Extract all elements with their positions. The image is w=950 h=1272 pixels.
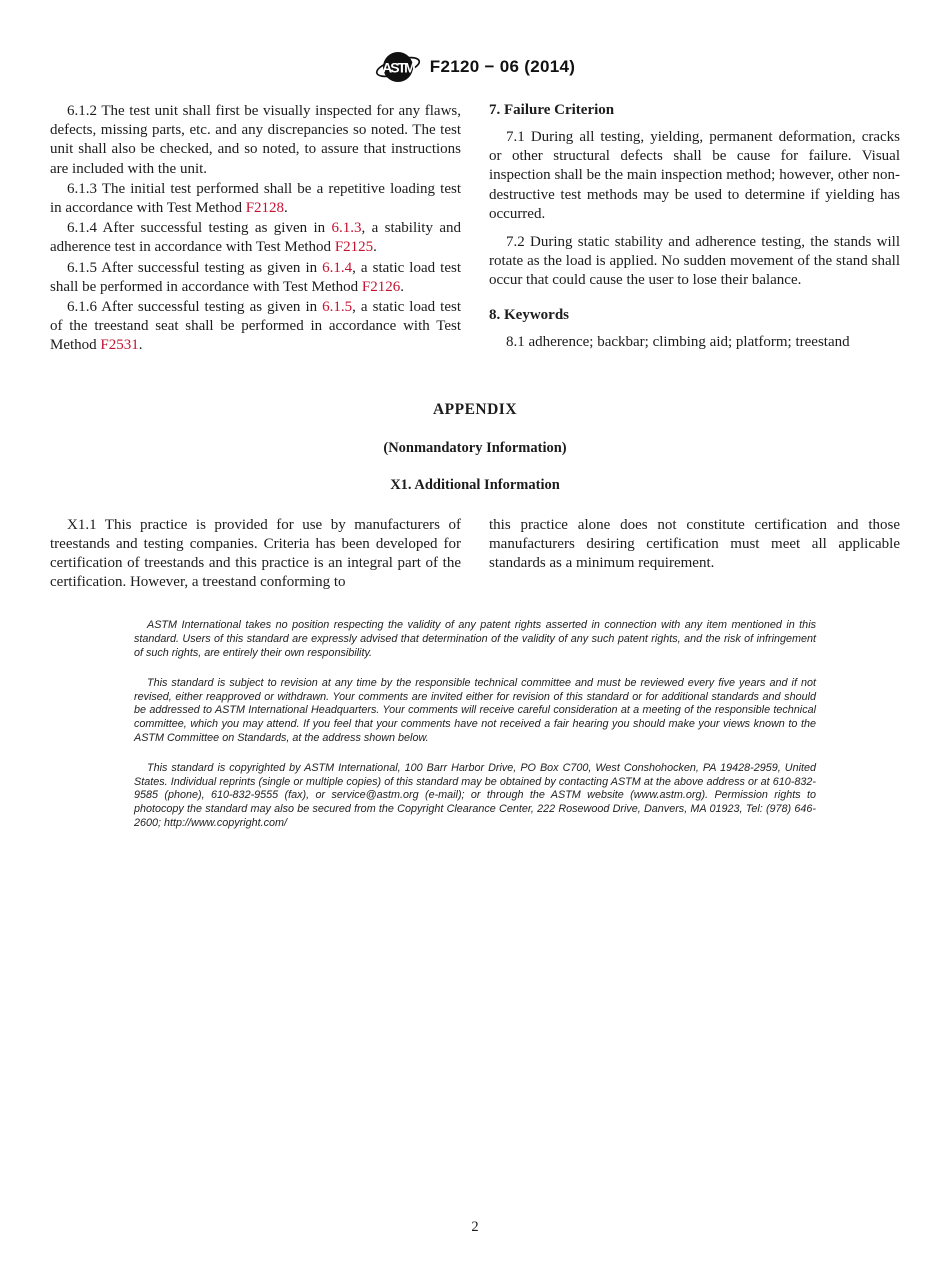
- page-header: [0, 0, 950, 88]
- paragraph-7-2: 7.2 During static stability and adherence testing, the stands will rotate as the load is applied. No sudden movement of the stand shall occur that could cause the user to lose their balance.: [489, 234, 900, 289]
- text-segment: 6.1.2 The test unit shall first be visually inspected for any flaws, defects, missing parts, etc. and any discrepancies so noted. The test unit shall also be checked, and so noted, to assure that instructions are included with the unit.: [50, 103, 461, 177]
- text-segment: .: [284, 200, 288, 217]
- section-8-heading: 8. Keywords: [489, 306, 569, 323]
- left-column: [50, 102, 461, 357]
- appendix-section: [0, 401, 950, 594]
- astm-logo-icon: [375, 46, 421, 88]
- text-segment: .: [373, 239, 377, 256]
- standard-designation: F2120 − 06 (2014): [429, 57, 576, 76]
- cross-reference-link[interactable]: F2125: [334, 239, 374, 256]
- page-number: 2: [471, 1219, 479, 1235]
- appendix-left-column: [50, 516, 461, 594]
- paragraph-6-1-5: [50, 259, 461, 297]
- cross-reference-link[interactable]: 6.1.4: [322, 259, 353, 276]
- patent-notice: ASTM International takes no position respecting the validity of any patent rights asserted in connection with any item mentioned in this standard. Users of this standard are expressly advised that determination of the validity of any such patent rights, and the risk of infringement of such rights, are entirely their own responsibility.: [134, 619, 816, 659]
- appendix-right-column: [489, 516, 900, 594]
- paragraph-x1-1-left: X1.1 This practice is provided for use by manufacturers of treestands and testing companies. Criteria has been developed for certification of treestands and this practice is an integral part of the certification. However, a treestand conforming to: [50, 516, 461, 591]
- paragraph-6-1-2: [50, 102, 461, 179]
- cross-reference-link[interactable]: 6.1.3: [331, 220, 362, 237]
- section-7-heading: 7. Failure Criterion: [489, 102, 615, 118]
- text-segment: .: [138, 337, 143, 354]
- text-segment: 6.1.5 After successful testing as given in: [67, 259, 323, 276]
- text-segment: , a static load test of the treestand seat shall be performed in accordance with Test Method: [50, 299, 461, 354]
- text-segment: , a stability and adherence test in accordance with Test Method: [50, 220, 461, 256]
- appendix-section-title: X1. Additional Information: [390, 476, 560, 493]
- cross-reference-link[interactable]: F2128: [245, 200, 285, 217]
- text-segment: 6.1.3 The initial test performed shall be a repetitive loading test in accordance with Test Method: [50, 180, 461, 217]
- appendix-title: APPENDIX: [432, 400, 518, 418]
- appendix-columns: [50, 516, 900, 594]
- svg-text:ASTM: ASTM: [381, 59, 414, 76]
- right-column: [489, 102, 900, 357]
- legal-notices: [134, 619, 816, 830]
- appendix-subtitle: (Nonmandatory Information): [383, 439, 567, 456]
- revision-notice: This standard is subject to revision at any time by the responsible technical committee and must be reviewed every five years and if not revised, either reapproved or withdrawn. Your comments are invited either for revision of this standard or for additional standards and should be addressed to ASTM International Headquarters. Your comments will receive careful consideration at a meeting of the responsible technical committee, which you may attend. If you feel that your comments have not received a fair hearing you should make your views known to the ASTM Committee on Standards, at the address shown below.: [134, 677, 816, 744]
- paragraph-7-1: 7.1 During all testing, yielding, permanent deformation, cracks or other structural defects shall be cause for failure. Visual inspection shall be the main inspection method; however, other non-destructive test methods may be used to determine if yielding has occurred.: [489, 129, 900, 222]
- copyright-notice: This standard is copyrighted by ASTM International, 100 Barr Harbor Drive, PO Box C700, West Conshohocken, PA 19428-2959, United States. Individual reprints (single or multiple copies) of this standard may be obtained by contacting ASTM at the above address or at 610-832-9585 (phone), 610-832-9555 (fax), or service@astm.org (e-mail); or through the ASTM website (www.astm.org). Permission rights to photocopy the standard may also be secured from the Copyright Clearance Center, 222 Rosewood Drive, Danvers, MA 01923, Tel: (978) 646-2600; http://www.copyright.com/: [134, 762, 816, 829]
- paragraph-6-1-3: [50, 180, 461, 218]
- paragraph-6-1-4: [50, 219, 461, 257]
- text-segment: 6.1.4 After successful testing as given in: [67, 220, 332, 237]
- text-segment: , a static load test shall be performed in accordance with Test Method: [50, 259, 461, 295]
- text-segment: 6.1.6 After successful testing as given in: [67, 299, 323, 316]
- paragraph-6-1-6: [50, 298, 461, 356]
- text-segment: .: [400, 278, 404, 295]
- paragraph-8-1: 8.1 adherence; backbar; climbing aid; platform; treestand: [506, 333, 850, 350]
- paragraph-x1-1-right: this practice alone does not constitute certification and those manufacturers desiring certification must meet all applicable standards as a minimum requirement.: [489, 516, 900, 572]
- cross-reference-link[interactable]: F2126: [361, 278, 401, 295]
- cross-reference-link[interactable]: 6.1.5: [322, 299, 353, 316]
- body-columns: [50, 102, 900, 357]
- cross-reference-link[interactable]: F2531: [100, 337, 139, 354]
